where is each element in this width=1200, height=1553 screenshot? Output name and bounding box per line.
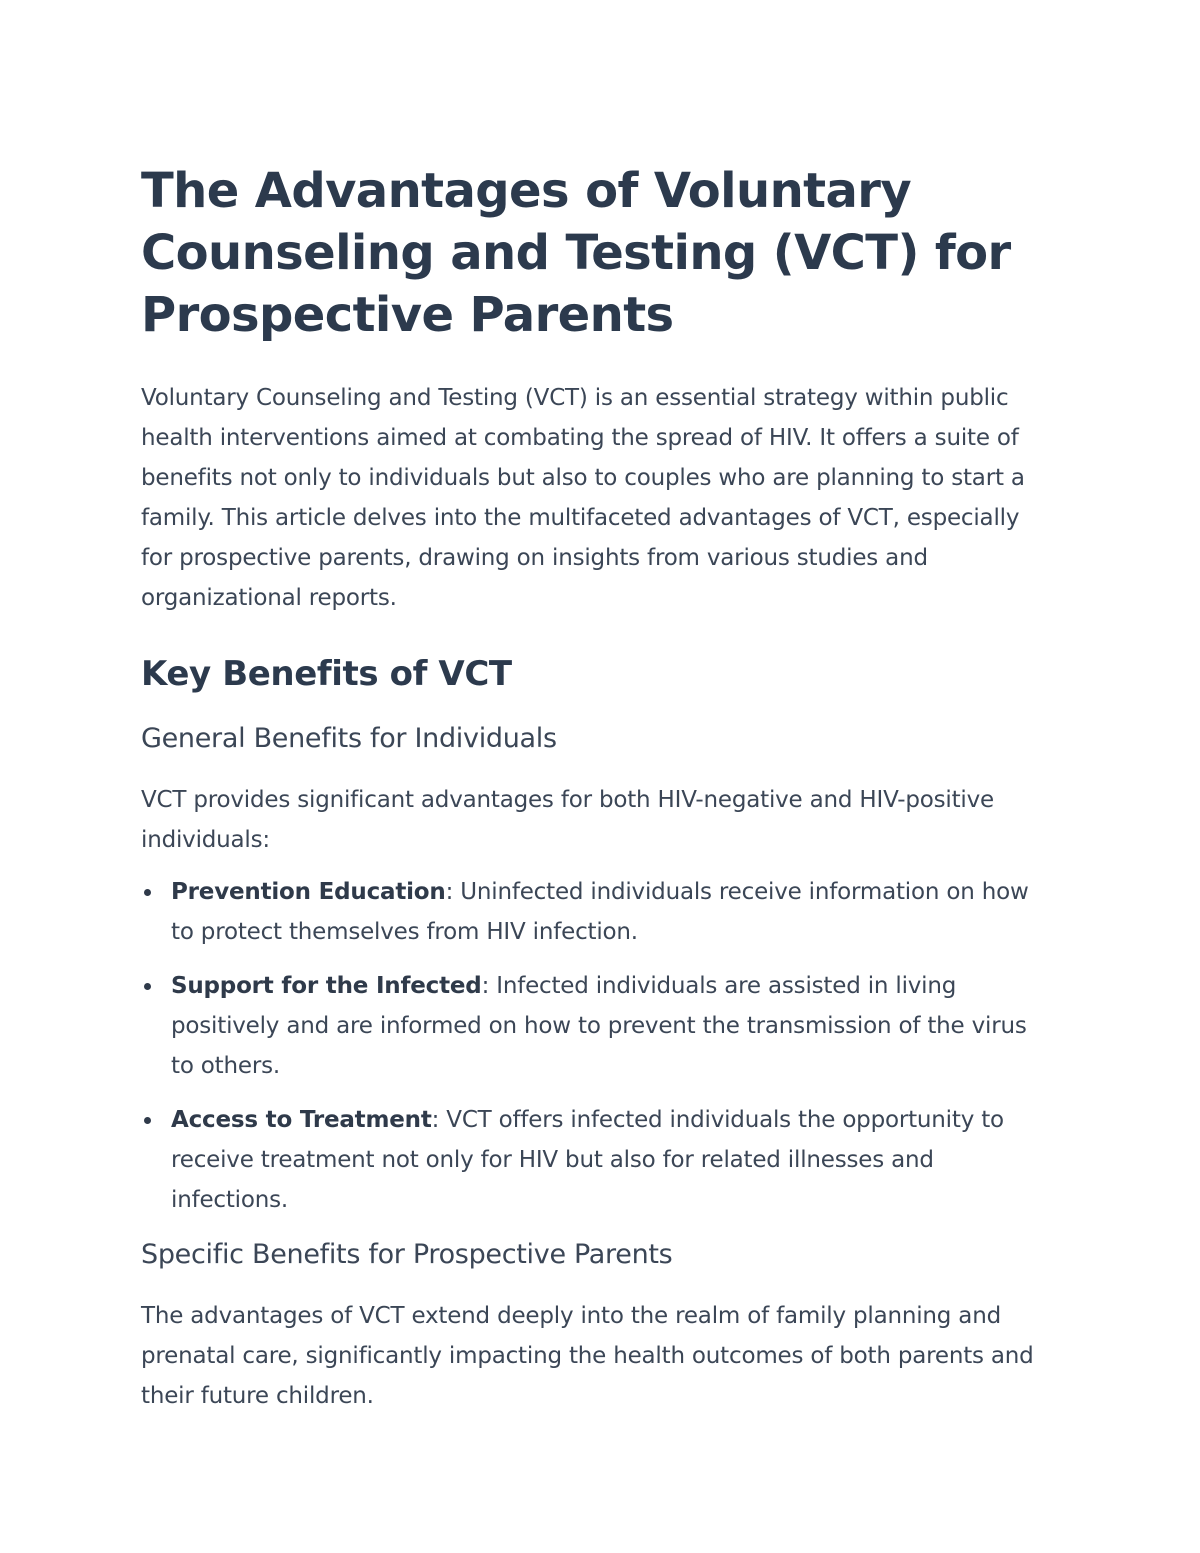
list-item xyxy=(141,966,1056,1086)
page-title: The Advantages of Voluntary Counseling and Testing (VCT) for Prospective Parents xyxy=(141,163,1011,343)
subsection-heading-specific-benefits: Specific Benefits for Prospective Parents xyxy=(141,1239,673,1270)
list-item-text: : VCT offers infected individuals the opportunity to receive treatment not only for HIV but also for related illnesses and infections. xyxy=(171,1107,1004,1213)
subsection-heading-general-benefits: General Benefits for Individuals xyxy=(141,723,557,754)
list-item xyxy=(141,1100,1056,1220)
article xyxy=(141,160,1056,1416)
list-item-term: Prevention Education xyxy=(171,879,446,905)
list-item-term: Access to Treatment xyxy=(171,1107,432,1133)
list-item xyxy=(141,872,1056,952)
list-item-term: Support for the Infected xyxy=(171,973,482,999)
list-item-text: : Uninfected individuals receive information on how to protect themselves from HIV infection. xyxy=(171,879,1029,945)
intro-paragraph: Voluntary Counseling and Testing (VCT) is an essential strategy within public health interventions aimed at combating the spread of HIV. It offers a suite of benefits not only to individuals but also to couples who are planning to start a family. This article delves into the multifaceted advantages of VCT, especially for prospective parents, drawing on insights from various studies and organizational reports. xyxy=(141,385,1025,611)
bullet-icon xyxy=(144,889,151,896)
bullet-icon xyxy=(144,983,151,990)
list-item-text: : Infected individuals are assisted in living positively and are informed on how to prevent the transmission of the virus to others. xyxy=(171,973,1027,1079)
bullet-icon xyxy=(144,1117,151,1124)
specific-benefits-paragraph: The advantages of VCT extend deeply into the realm of family planning and prenatal care, significantly impacting the health outcomes of both parents and their future children. xyxy=(141,1303,1034,1409)
general-benefits-paragraph: VCT provides significant advantages for both HIV-negative and HIV-positive individuals: xyxy=(141,787,994,853)
benefits-list xyxy=(141,872,1056,1220)
section-heading-key-benefits: Key Benefits of VCT xyxy=(141,654,512,694)
